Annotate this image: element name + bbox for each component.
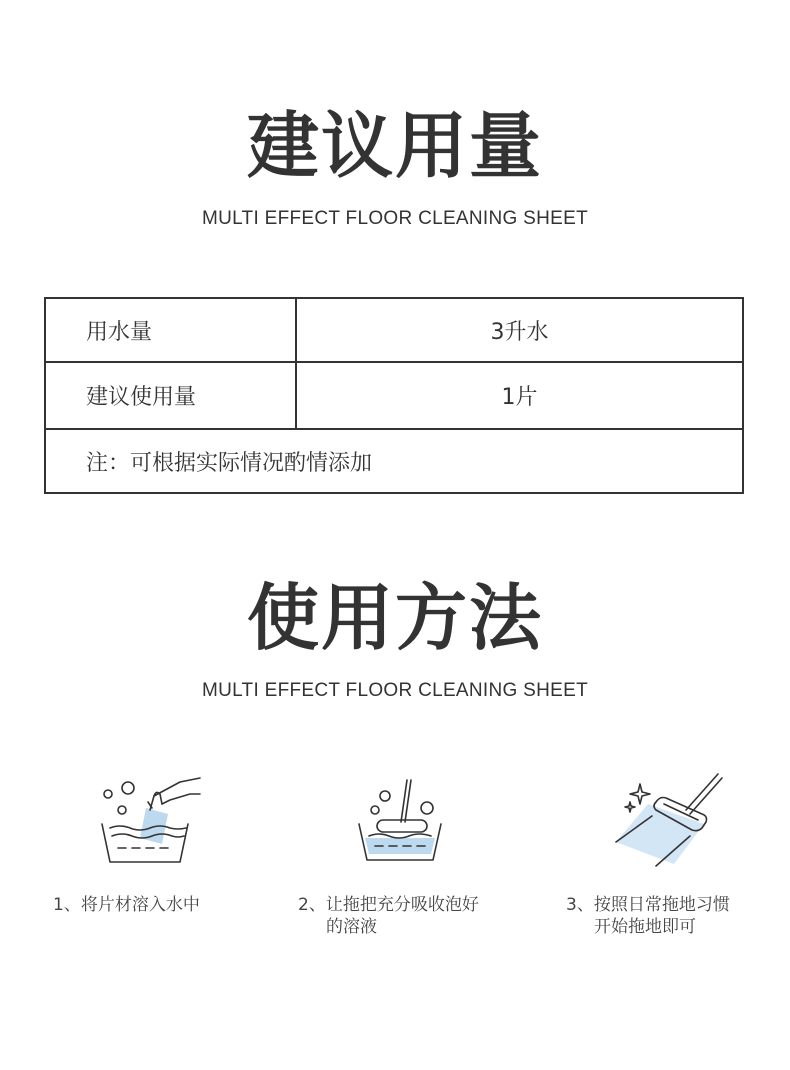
step-3-line-1: 3、按照日常拖地习惯 bbox=[566, 895, 730, 915]
soak-mop-icon bbox=[355, 776, 445, 868]
mop-floor-icon bbox=[612, 772, 728, 868]
dissolve-sheet-icon bbox=[98, 772, 208, 868]
recommended-amount-value: 1片 bbox=[501, 385, 538, 410]
usage-title: 使用方法 bbox=[246, 576, 543, 660]
dosage-title: 建议用量 bbox=[246, 104, 543, 188]
dosage-table bbox=[44, 297, 744, 494]
usage-subtitle: MULTI EFFECT FLOOR CLEANING SHEET bbox=[201, 680, 589, 701]
table-row bbox=[46, 299, 742, 363]
step-1-line-1: 1、将片材溶入水中 bbox=[53, 895, 200, 915]
step-2-line-1: 2、让拖把充分吸收泡好 bbox=[298, 895, 479, 915]
step-3-line-2: 开始拖地即可 bbox=[594, 917, 696, 937]
water-amount-value: 3升水 bbox=[490, 319, 549, 345]
water-amount-label: 用水量 bbox=[46, 299, 297, 361]
recommended-amount-label: 建议使用量 bbox=[46, 363, 297, 428]
table-row bbox=[46, 430, 742, 492]
step-3-text bbox=[566, 894, 730, 938]
step-2-text bbox=[298, 894, 479, 938]
table-row bbox=[46, 363, 742, 430]
step-2-line-2: 的溶液 bbox=[326, 917, 377, 937]
dosage-note: 注：可根据实际情况酌情添加 bbox=[86, 450, 373, 476]
step-1-text bbox=[53, 894, 200, 916]
dosage-subtitle: MULTI EFFECT FLOOR CLEANING SHEET bbox=[201, 208, 589, 229]
